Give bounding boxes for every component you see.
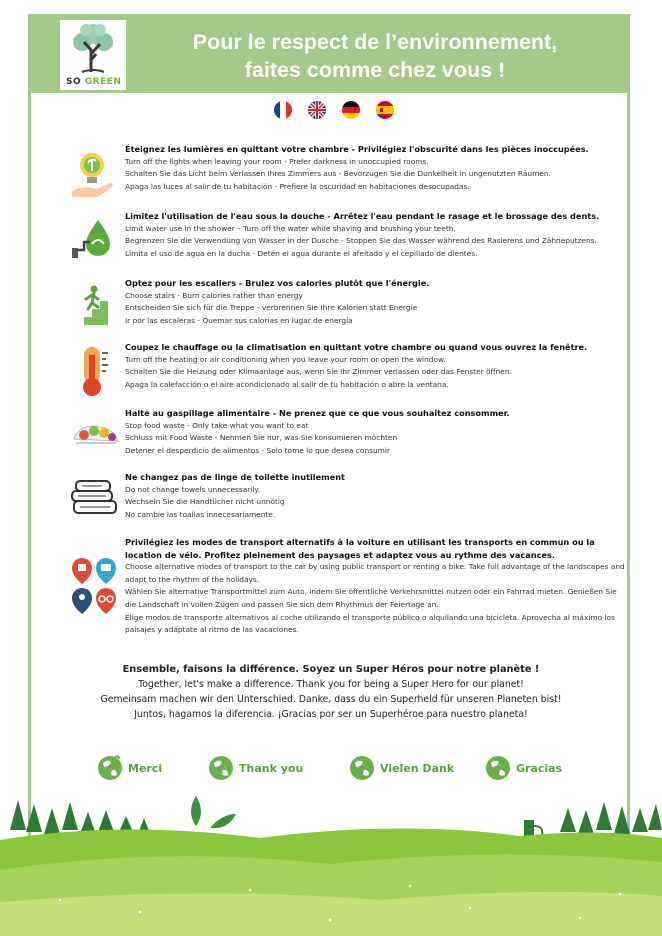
tip-line-en: Limit water use in the shower – Turn off the water while shaving and brushing your teeth.	[125, 223, 456, 233]
so-green-logo	[60, 20, 126, 90]
tip-heading: Ne changez pas de linge de toilette inutilement	[125, 472, 345, 482]
tip-line-en: Choose stairs - Burn calories rather than energy	[125, 290, 303, 300]
closing-es: Juntos, hagamos la diferencia. ¡Gracias por ser un Superhéroe para nuestro planeta!	[134, 709, 528, 720]
tip-line-es: No cambie las toallas innecesariamente.	[125, 509, 276, 519]
title-line-2: faites comme chez vous !	[244, 58, 506, 82]
thanks-label: Thank you	[239, 762, 304, 775]
tip-line-es: Detener el desperdicio de alimentos - Solo tome lo que desea consumir	[125, 445, 390, 455]
tip-text	[125, 277, 625, 327]
tip-line-de: Wählen Sie alternative Transportmittel zum Auto, indem Sie öffentliche Verkehrsmittel nutzen oder ein Fahrrad mieten. Genießen Sie die Landschaft in vollen Zügen und passen Sie sich dem Rhythmus der Feiertage an.	[125, 587, 617, 609]
logo-so: SO	[66, 77, 82, 87]
tip-line-de: Schalten Sie die Heizung oder Klimaanlage aus, wenn Sie Ihr Zimmer verlassen oder das Fenster öffnen.	[125, 367, 512, 377]
uk-flag-icon[interactable]	[308, 101, 326, 119]
light-bulb-icon	[70, 147, 120, 197]
german-flag-icon[interactable]	[342, 101, 360, 119]
tip-line-en: Turn off the lights when leaving your room - Prefer darkness in unoccupied rooms.	[125, 156, 429, 166]
closing-en: Together, let's make a difference. Thank you for being a Super Hero for our planet!	[138, 679, 524, 690]
earth-globe-icon	[347, 753, 377, 783]
earth-globe-icon	[95, 753, 125, 783]
thermometer-icon	[70, 345, 120, 395]
tip-heading: Éteignez les lumières en quittant votre chambre - Privilégiez l'obscurité dans les pièces inoccupées.	[125, 144, 589, 154]
logo-wordmark	[66, 77, 121, 87]
thanks-label: Gracias	[516, 762, 563, 775]
tip-line-de: Entscheiden Sie sich für die Treppe - verbrennen Sie Ihre Kalorien statt Energie	[125, 303, 418, 313]
tip-heading: Coupez le chauffage ou la climatisation en quittant votre chambre ou quand vous ouvrez la fenêtre.	[125, 342, 588, 352]
thanks-label: Merci	[128, 762, 163, 775]
tree-icon	[60, 20, 126, 76]
tip-line-de: Wechseln Sie die Handtücher nicht unnötig	[125, 497, 285, 507]
tip-line-de: Schalten Sie das Licht beim Verlassen Ihres Zimmers aus - Bevorzugen Sie die Dunkelheit in ungenutzten Räumen.	[125, 169, 551, 179]
tip-line-es: Limita el uso de agua en la ducha - Detén el agua durante el afeitado y el cepillado de dientes.	[125, 248, 478, 258]
tip-text	[125, 210, 625, 260]
tip-line-en: Turn off the heating or air conditioning when you leave your room or open the window.	[125, 354, 446, 364]
closing-message	[40, 662, 622, 722]
tip-text	[125, 536, 625, 637]
tip-heading: Privilégiez les modes de transport alternatifs à la voiture en utilisant les transports en commun ou la location de vélo. Profitez pleinement des paysages et adaptez vous au rythme des vacances.	[125, 537, 595, 560]
closing-de: Gemeinsam machen wir den Unterschied. Danke, dass du ein Superheld für unseren Planeten bist!	[100, 694, 562, 705]
tip-line-es: Ir por las escaleras - Quemar sus calorías en lugar de energía	[125, 315, 353, 325]
closing-fr: Ensemble, faisons la différence. Soyez un Super Héros pour notre planète !	[122, 664, 540, 675]
thanks-label: Vielen Dank	[380, 762, 455, 775]
earth-globe-icon	[483, 753, 513, 783]
tip-line-es: Apaga las luces al salir de tu habitación - Prefiere la oscuridad en habitaciones desocupadas.	[125, 181, 470, 191]
tip-line-en: Do not change towels unnecessarily.	[125, 484, 261, 494]
tip-heading: Halte au gaspillage alimentaire - Ne prenez que ce que vous souhaitez consommer.	[125, 408, 510, 418]
earth-globe-icon	[206, 753, 236, 783]
tip-heading: Limitez l'utilisation de l'eau sous la douche - Arrêtez l'eau pendant le rasage et le brossage des dents.	[125, 211, 600, 221]
food-waste-icon	[70, 413, 120, 463]
transport-icon	[70, 556, 122, 616]
tip-line-de: Begrenzen Sie die Verwendung von Wasser in der Dusche - Stoppen Sie das Wasser während des Rasierens und Zähneputzens.	[125, 236, 597, 246]
page-title	[140, 28, 610, 84]
title-line-1: Pour le respect de l’environnement,	[192, 30, 558, 54]
tip-line-en: Choose alternative modes of transport to the car by using public transport or renting a bike. Take full advantage of the landscapes and adapt to the rhythm of the holidays.	[125, 562, 625, 584]
tip-line-es: Apaga la calefacción o el aire acondicionado al salir de tu habitación o abre la ventana.	[125, 379, 449, 389]
tip-line-de: Schluss mit Food Waste - Nehmen Sie nur, was Sie konsumieren möchten	[125, 433, 398, 443]
tip-heading: Optez pour les escaliers - Brulez vos calories plutôt que l'énergie.	[125, 278, 430, 288]
french-flag-icon[interactable]	[274, 101, 292, 119]
tip-text	[125, 407, 625, 457]
language-flags	[270, 101, 400, 121]
tip-text	[125, 143, 625, 193]
green-landscape-illustration	[0, 790, 662, 936]
spanish-flag-icon[interactable]	[376, 101, 394, 119]
water-drop-icon	[70, 214, 120, 264]
tip-text	[125, 471, 625, 521]
tip-line-es: Elige modos de transporte alternativos al coche utilizando el transporte público o alquilando una bicicleta. Aprovecha al máximo los paisajes y adáptate al ritmo de las vacaciones.	[125, 612, 615, 635]
logo-green: GREEN	[84, 77, 122, 87]
tip-line-en: Stop food waste - Only take what you want to eat	[125, 420, 309, 430]
towels-icon	[70, 475, 120, 525]
tip-text	[125, 341, 625, 391]
stairs-icon	[70, 281, 120, 331]
